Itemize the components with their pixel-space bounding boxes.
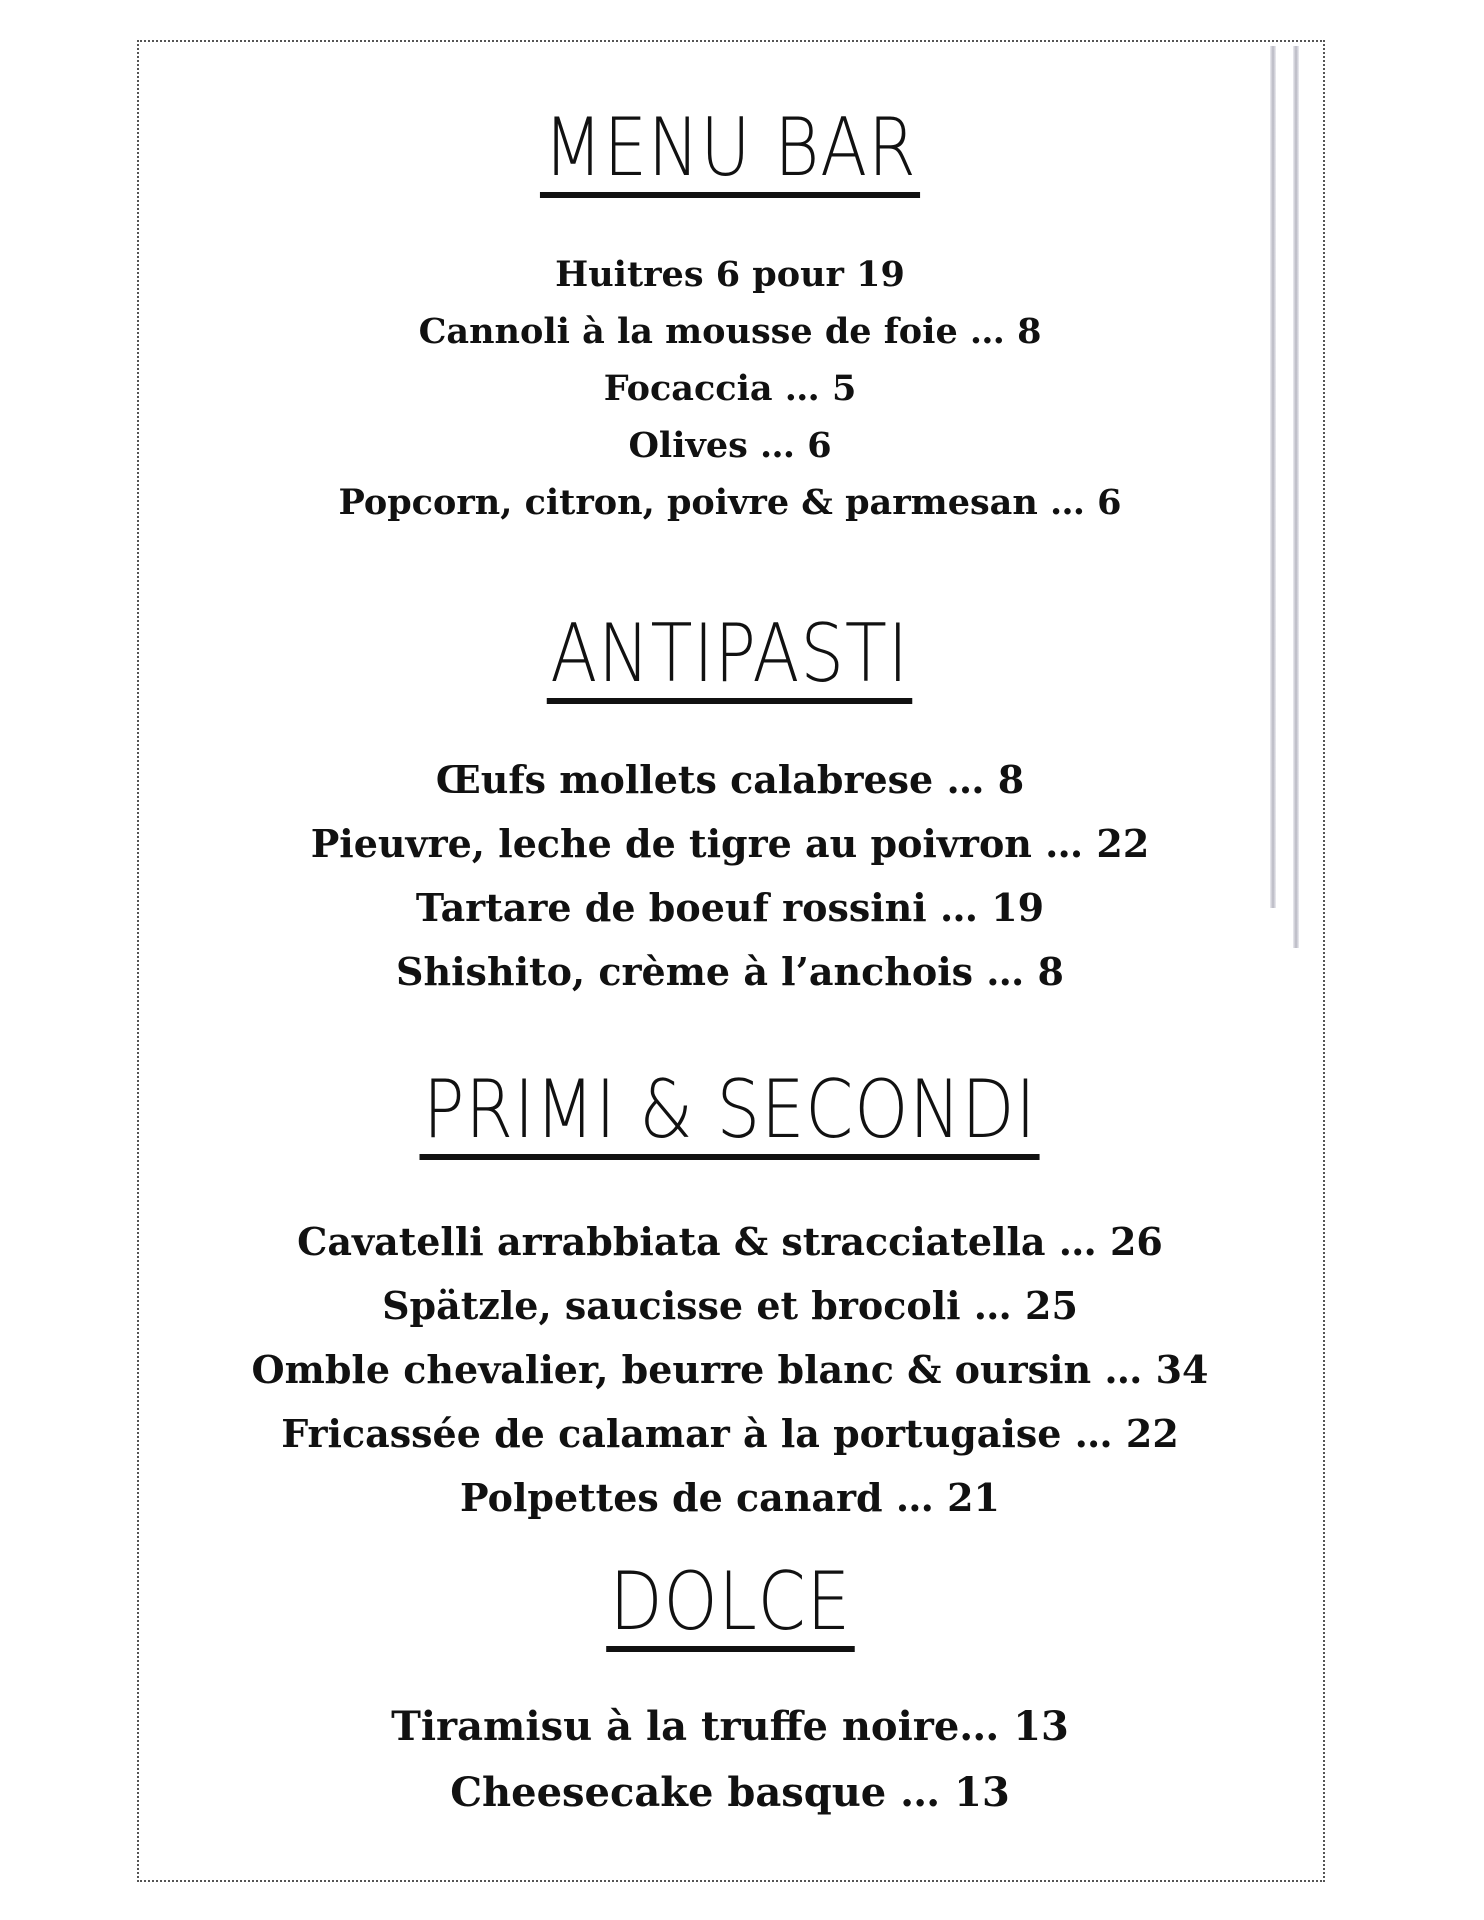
menu-item: Cavatelli arrabbiata & stracciatella … 26 <box>297 1219 1163 1264</box>
menu-item: Omble chevalier, beurre blanc & oursin … 34 <box>251 1347 1209 1392</box>
section-primi-secondi <box>140 1063 1320 1530</box>
section-heading: DOLCE <box>606 1562 854 1652</box>
section-heading: ANTIPASTI <box>547 614 913 704</box>
menu-item: Huitres 6 pour 19 <box>555 254 905 295</box>
menu-item: Focaccia … 5 <box>603 368 857 409</box>
section-heading: MENU BAR <box>540 108 920 198</box>
menu-item: Tartare de boeuf rossini … 19 <box>415 885 1045 930</box>
menu-item-list <box>140 246 1320 531</box>
menu-item: Popcorn, citron, poivre & parmesan … 6 <box>338 482 1122 523</box>
section-antipasti <box>140 607 1320 1004</box>
menu-item: Polpettes de canard … 21 <box>460 1475 1000 1520</box>
menu-item-list <box>140 1210 1320 1530</box>
menu-item: Fricassée de calamar à la portugaise … 22 <box>281 1411 1179 1456</box>
section-heading: PRIMI & SECONDI <box>420 1070 1040 1160</box>
menu-item-list <box>140 748 1320 1004</box>
menu-item: Tiramisu à la truffe noire… 13 <box>391 1703 1069 1750</box>
menu-item: Shishito, crème à l’anchois … 8 <box>396 949 1064 994</box>
menu-item-list <box>140 1694 1320 1826</box>
menu-item: Olives … 6 <box>628 425 832 466</box>
menu-item: Pieuvre, leche de tigre au poivron … 22 <box>310 821 1150 866</box>
menu-item: Spätzle, saucisse et brocoli … 25 <box>382 1283 1078 1328</box>
section-dolce <box>140 1555 1320 1826</box>
menu-item: Cheesecake basque … 13 <box>450 1769 1010 1816</box>
menu-item: Cannoli à la mousse de foie … 8 <box>418 311 1042 352</box>
section-menu-bar <box>140 101 1320 531</box>
menu-item: Œufs mollets calabrese … 8 <box>435 757 1025 802</box>
